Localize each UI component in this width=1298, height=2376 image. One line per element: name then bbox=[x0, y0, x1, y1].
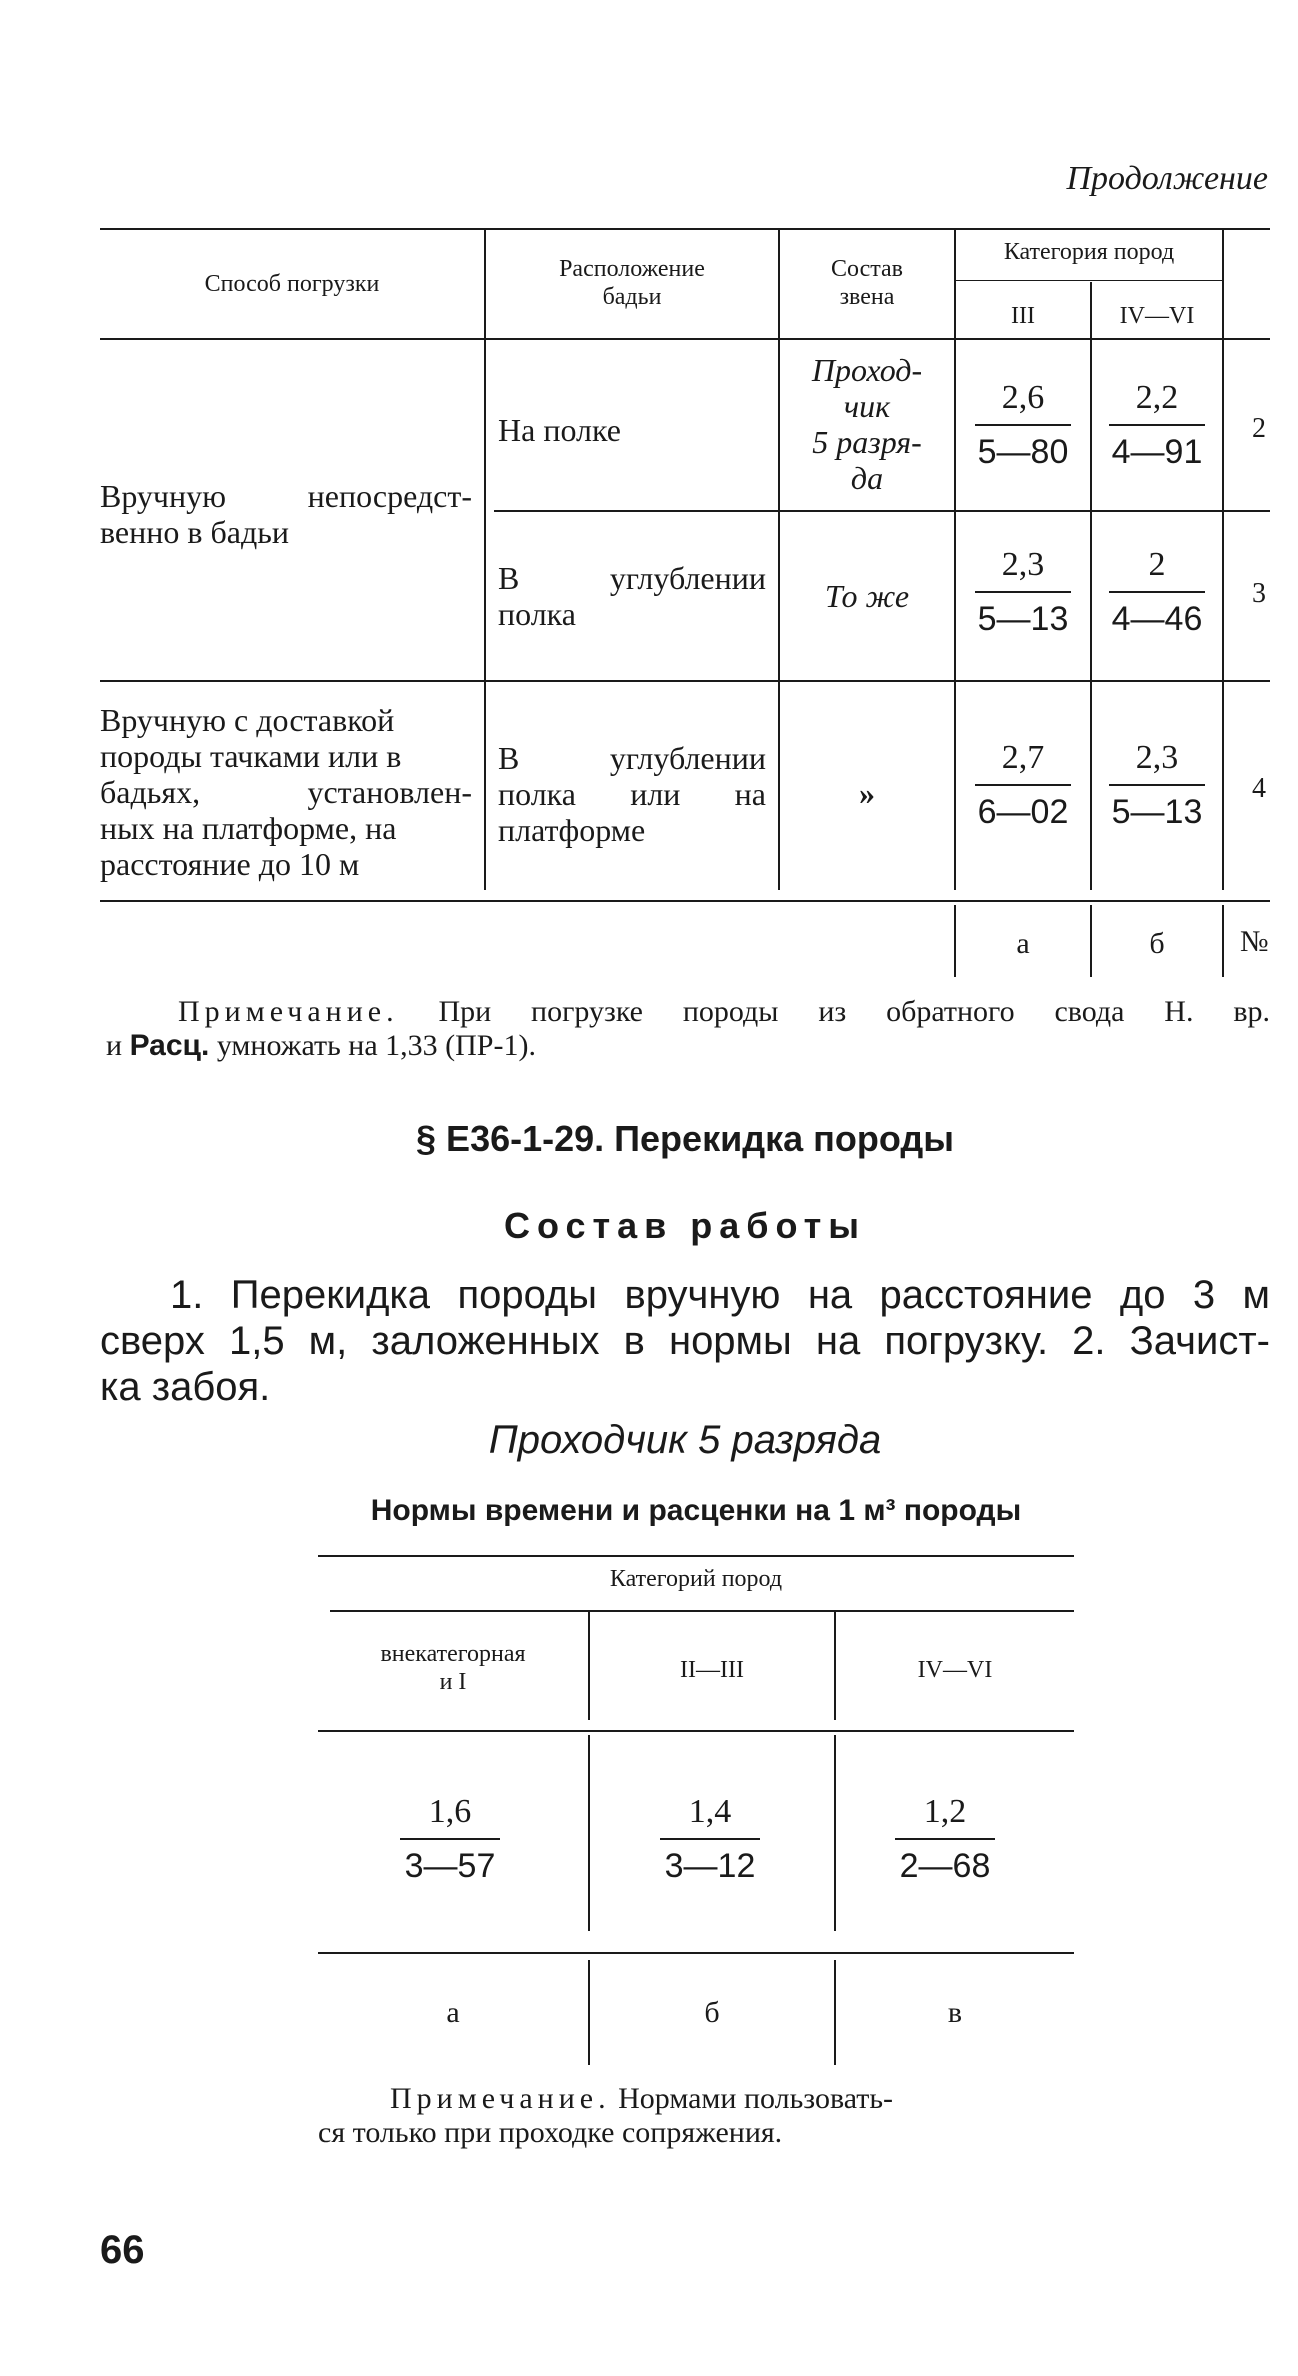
t2-footer-a: а bbox=[446, 1996, 460, 2029]
t2-footer-c: в bbox=[947, 1996, 963, 2029]
footer-a: а bbox=[1016, 927, 1030, 960]
header-location: Расположение бадьи bbox=[559, 256, 705, 310]
row1-cat-b: 2,2 4—91 bbox=[1104, 378, 1210, 472]
header-method: Способ погрузки bbox=[204, 271, 380, 297]
t2-value-col3: 1,2 2—68 bbox=[890, 1792, 1000, 1886]
header-crew: Состав звена bbox=[830, 256, 904, 310]
row3-location: В углублении полка или на платформе bbox=[498, 740, 766, 848]
row2-cat-a: 2,3 5—13 bbox=[970, 545, 1076, 639]
t2-header-category: Категорий пород bbox=[609, 1566, 783, 1592]
section-title: § Е36-1-29. Перекидка породы bbox=[416, 1118, 954, 1159]
t2-value-col2: 1,4 3—12 bbox=[655, 1792, 765, 1886]
t2-header-col1: внекатегорная и I bbox=[380, 1641, 526, 1695]
work-description: 1. Перекидка породы вручную на расстояние до 3 м сверх 1,5 м, заложенных в нормы на погрузку. 2. Зачист- ка забоя. bbox=[100, 1273, 1270, 1409]
row2-location: В углублении полка bbox=[498, 560, 766, 632]
method-group-2: Вручную с доставкой породы тачками или в бадьях, установлен- ных на платформе, на расстояние до 10 м bbox=[100, 702, 472, 882]
work-title: Состав работы bbox=[503, 1205, 867, 1246]
row3-cat-b: 2,3 5—13 bbox=[1104, 738, 1210, 832]
footer-no: № bbox=[1240, 925, 1269, 958]
header-cat-a: III bbox=[1011, 303, 1035, 329]
row2-crew: То же bbox=[824, 578, 910, 614]
t2-header-col2: II—III bbox=[680, 1657, 744, 1683]
row2-cat-b: 2 4—46 bbox=[1104, 545, 1210, 639]
norms-title: Нормы времени и расценки на 1 м³ породы bbox=[370, 1494, 1022, 1527]
row1-cat-a: 2,6 5—80 bbox=[970, 378, 1076, 472]
header-cat-b: IV—VI bbox=[1119, 303, 1195, 329]
row3-cat-a: 2,7 6—02 bbox=[970, 738, 1076, 832]
footer-b: б bbox=[1149, 927, 1165, 960]
row2-number: 3 bbox=[1252, 578, 1266, 609]
note-2: Примечание. Нормами пользовать- ся только при проходке сопряжения. bbox=[318, 2082, 894, 2149]
note-1: Примечание. При погрузке породы из обратного свода Н. вр. и Расц. умножать на 1,33 (ПР-1). bbox=[106, 995, 1270, 1062]
row1-crew: Проход- чик 5 разря- да bbox=[811, 352, 923, 496]
t2-footer-b: б bbox=[704, 1996, 720, 2029]
t2-header-col3: IV—VI bbox=[917, 1657, 993, 1683]
row3-crew: » bbox=[859, 775, 875, 811]
page-number: 66 bbox=[100, 2228, 145, 2272]
row1-number: 2 bbox=[1252, 413, 1266, 444]
row1-location: На полке bbox=[498, 412, 621, 448]
continuation-label: Продолжение bbox=[1066, 160, 1268, 197]
worker-title: Проходчик 5 разряда bbox=[488, 1418, 882, 1462]
row3-number: 4 bbox=[1252, 773, 1266, 804]
t2-value-col1: 1,6 3—57 bbox=[395, 1792, 505, 1886]
header-category: Категория пород bbox=[1003, 239, 1175, 265]
method-group-1: Вручную непосредст- венно в бадьи bbox=[100, 478, 472, 550]
